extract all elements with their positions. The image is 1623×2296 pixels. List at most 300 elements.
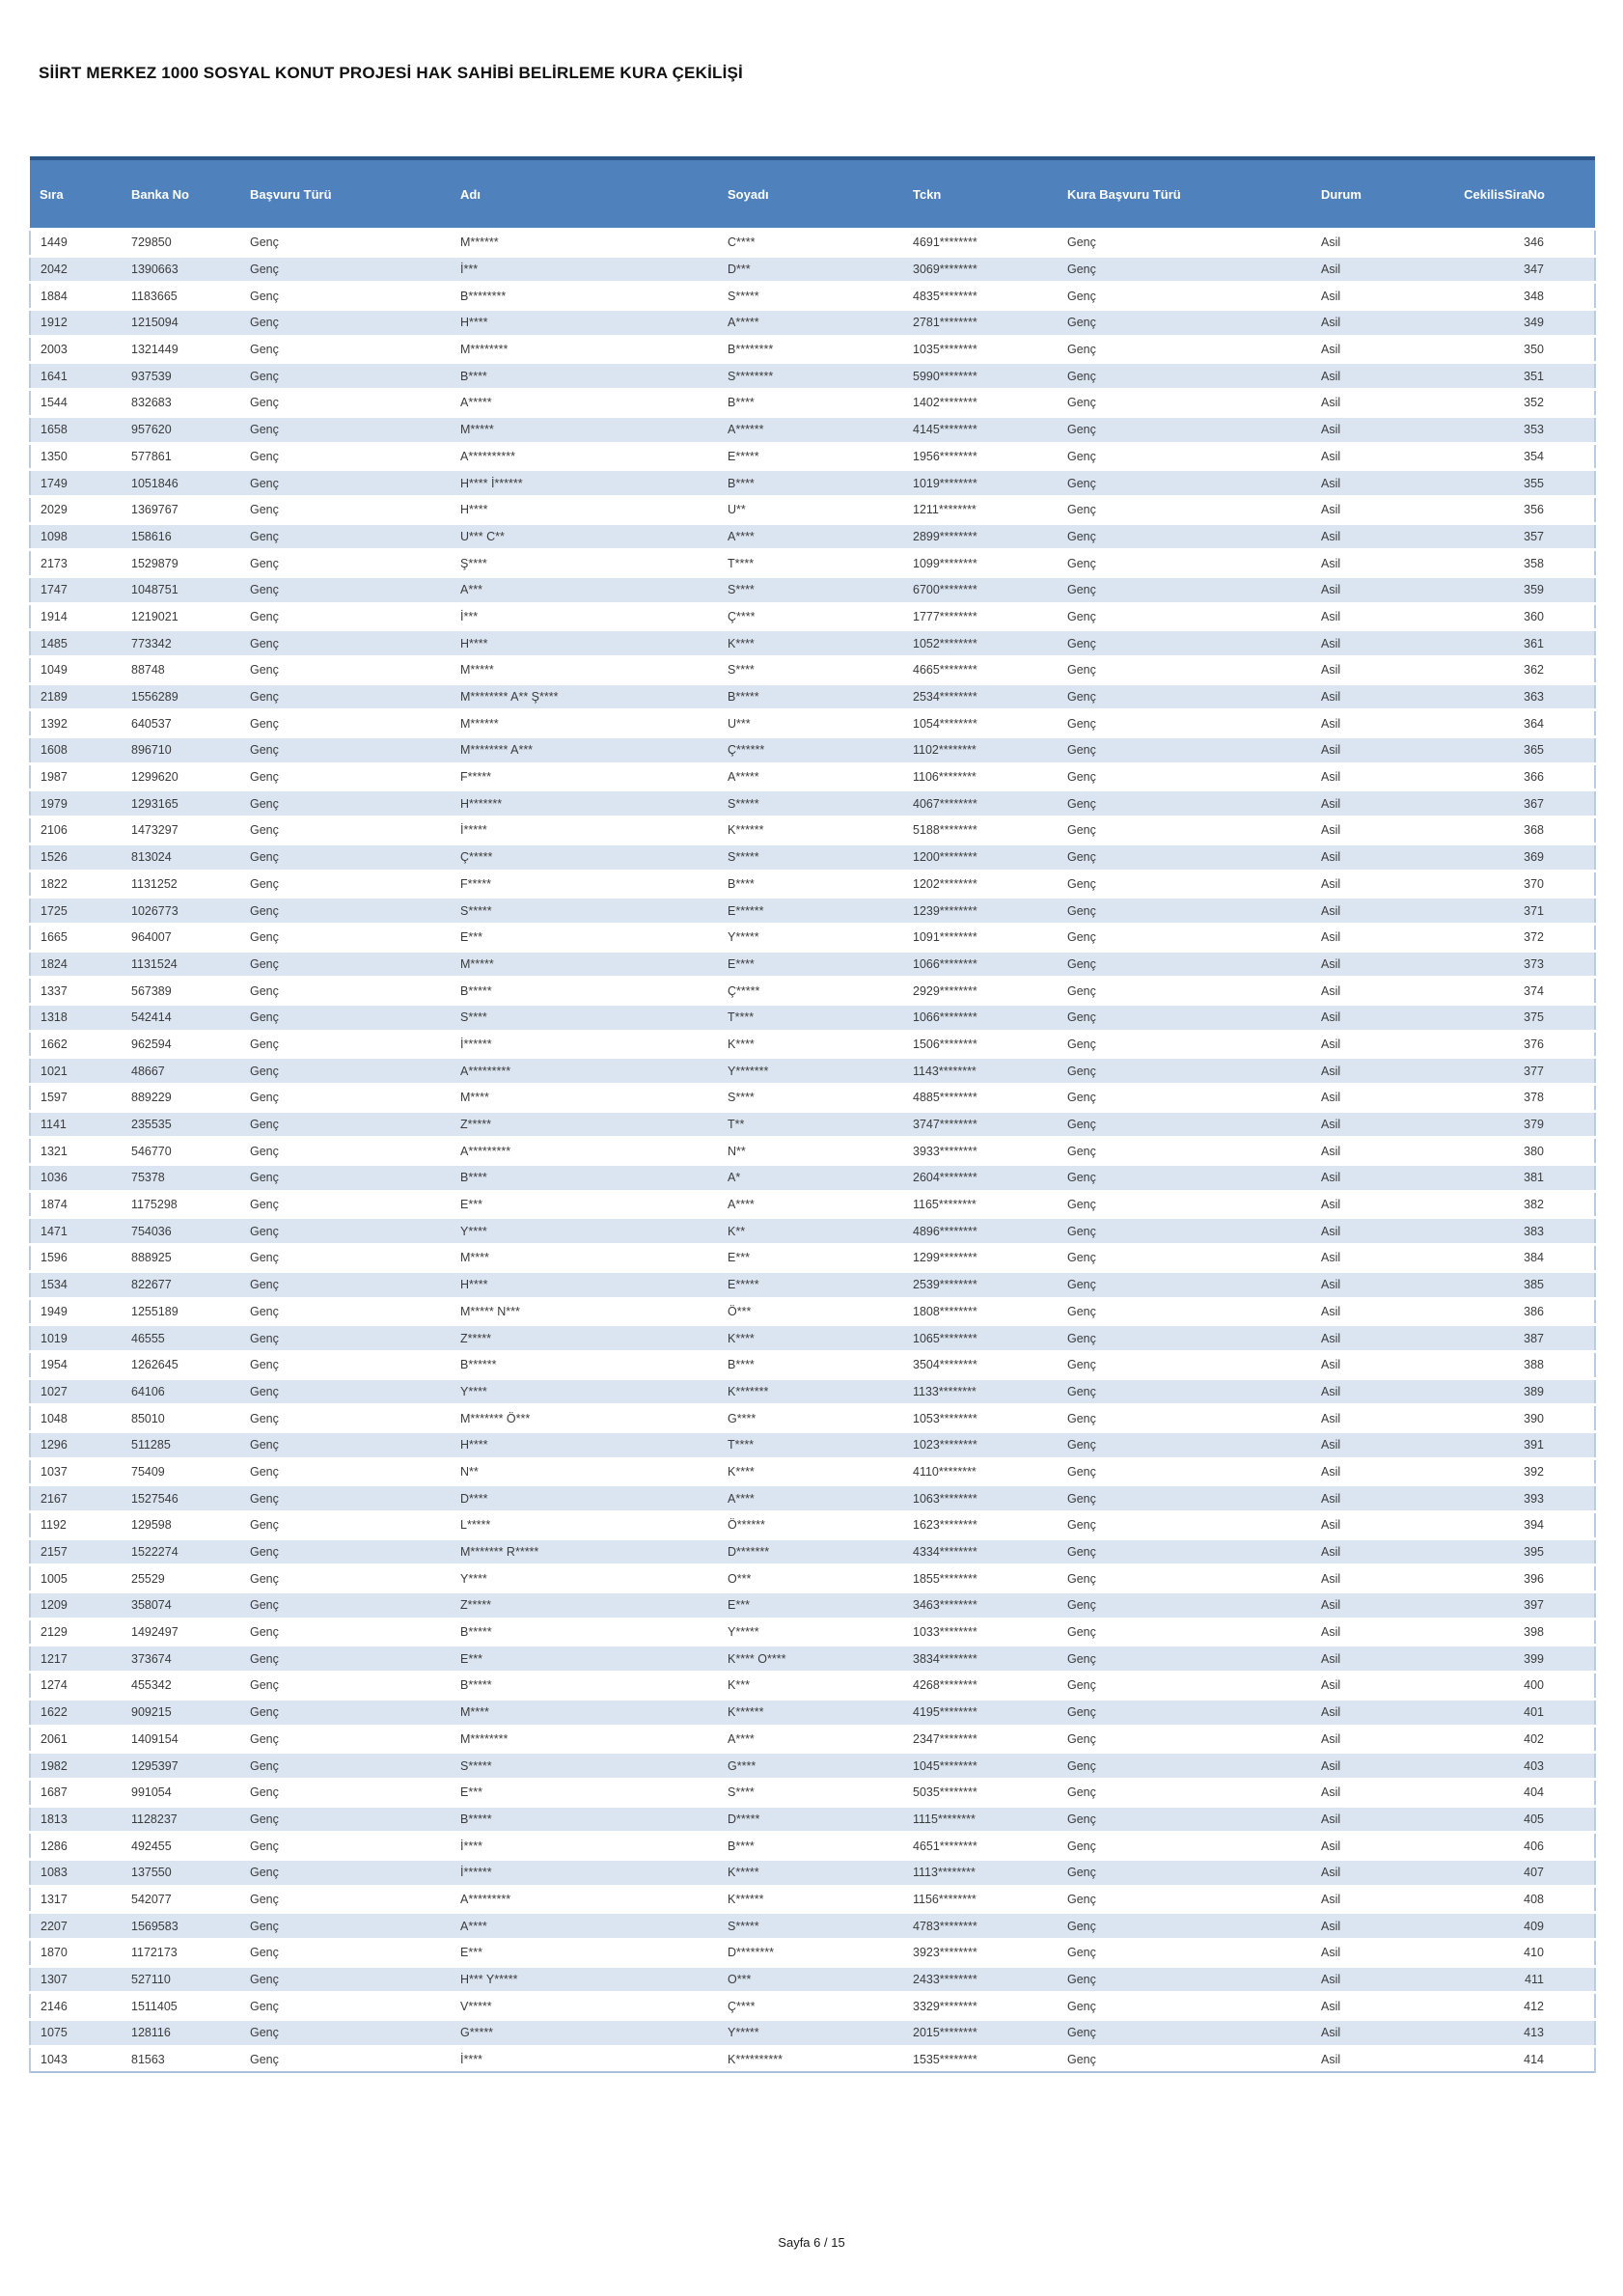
cell-cekilis-sira-no: 348 xyxy=(1395,283,1595,310)
cell-basvuru-turu: Genç xyxy=(240,2046,451,2072)
cell-kura-basvuru-turu: Genç xyxy=(1058,1218,1311,1245)
cell-durum: Asil xyxy=(1311,2046,1395,2072)
cell-banka-no: 373674 xyxy=(122,1646,240,1673)
cell-adi: M******* R***** xyxy=(451,1538,718,1565)
cell-basvuru-turu: Genç xyxy=(240,844,451,871)
table-row xyxy=(30,1271,1595,1298)
cell-adi: A********* xyxy=(451,1058,718,1085)
cell-cekilis-sira-no: 353 xyxy=(1395,416,1595,443)
cell-kura-basvuru-turu: Genç xyxy=(1058,1058,1311,1085)
cell-tckn: 1156******** xyxy=(903,1886,1058,1913)
table-row xyxy=(30,1485,1595,1512)
cell-kura-basvuru-turu: Genç xyxy=(1058,2046,1311,2072)
cell-tckn: 1113******** xyxy=(903,1859,1058,1886)
cell-banka-no: 1255189 xyxy=(122,1298,240,1325)
cell-kura-basvuru-turu: Genç xyxy=(1058,1431,1311,1458)
cell-durum: Asil xyxy=(1311,1753,1395,1780)
cell-banka-no: 75378 xyxy=(122,1165,240,1192)
cell-durum: Asil xyxy=(1311,496,1395,523)
cell-cekilis-sira-no: 363 xyxy=(1395,683,1595,710)
cell-durum: Asil xyxy=(1311,978,1395,1005)
cell-adi: E*** xyxy=(451,1191,718,1218)
cell-banka-no: 1321449 xyxy=(122,336,240,363)
cell-banka-no: 640537 xyxy=(122,710,240,737)
cell-sira: 1075 xyxy=(30,2020,122,2047)
cell-sira: 1949 xyxy=(30,1298,122,1325)
cell-durum: Asil xyxy=(1311,1806,1395,1833)
cell-tckn: 1211******** xyxy=(903,496,1058,523)
cell-tckn: 4835******** xyxy=(903,283,1058,310)
cell-tckn: 1855******** xyxy=(903,1565,1058,1592)
cell-kura-basvuru-turu: Genç xyxy=(1058,1592,1311,1619)
cell-kura-basvuru-turu: Genç xyxy=(1058,924,1311,951)
table-row xyxy=(30,790,1595,817)
cell-adi: M******** xyxy=(451,336,718,363)
cell-kura-basvuru-turu: Genç xyxy=(1058,1966,1311,1993)
cell-soyadi: K**** xyxy=(718,1031,903,1058)
cell-tckn: 1052******** xyxy=(903,630,1058,657)
cell-adi: M**** xyxy=(451,1699,718,1726)
cell-basvuru-turu: Genç xyxy=(240,1966,451,1993)
table-row xyxy=(30,898,1595,925)
cell-tckn: 3329******** xyxy=(903,1993,1058,2020)
table-row xyxy=(30,523,1595,550)
cell-soyadi: B**** xyxy=(718,470,903,497)
cell-cekilis-sira-no: 382 xyxy=(1395,1191,1595,1218)
cell-durum: Asil xyxy=(1311,1673,1395,1700)
cell-soyadi: Ç**** xyxy=(718,1993,903,2020)
cell-durum: Asil xyxy=(1311,1031,1395,1058)
cell-sira: 1912 xyxy=(30,310,122,337)
cell-tckn: 4145******** xyxy=(903,416,1058,443)
cell-durum: Asil xyxy=(1311,1779,1395,1806)
cell-basvuru-turu: Genç xyxy=(240,1378,451,1405)
cell-adi: S***** xyxy=(451,898,718,925)
table-row xyxy=(30,1538,1595,1565)
cell-durum: Asil xyxy=(1311,230,1395,257)
table-row xyxy=(30,951,1595,978)
cell-banka-no: 542077 xyxy=(122,1886,240,1913)
cell-sira: 1307 xyxy=(30,1966,122,1993)
cell-tckn: 1045******** xyxy=(903,1753,1058,1780)
cell-kura-basvuru-turu: Genç xyxy=(1058,283,1311,310)
cell-adi: M******** A** Ş**** xyxy=(451,683,718,710)
cell-adi: B**** xyxy=(451,1165,718,1192)
cell-soyadi: B**** xyxy=(718,390,903,417)
cell-basvuru-turu: Genç xyxy=(240,230,451,257)
cell-banka-no: 137550 xyxy=(122,1859,240,1886)
cell-cekilis-sira-no: 379 xyxy=(1395,1111,1595,1138)
cell-adi: H**** xyxy=(451,496,718,523)
cell-soyadi: D*** xyxy=(718,256,903,283)
cell-sira: 2207 xyxy=(30,1913,122,1940)
cell-banka-no: 235535 xyxy=(122,1111,240,1138)
table-row xyxy=(30,924,1595,951)
cell-basvuru-turu: Genç xyxy=(240,737,451,764)
cell-kura-basvuru-turu: Genç xyxy=(1058,710,1311,737)
cell-durum: Asil xyxy=(1311,1191,1395,1218)
cell-sira: 1286 xyxy=(30,1833,122,1860)
table-row xyxy=(30,1458,1595,1485)
cell-sira: 1914 xyxy=(30,603,122,630)
table-row xyxy=(30,1940,1595,1967)
cell-banka-no: 546770 xyxy=(122,1138,240,1165)
cell-durum: Asil xyxy=(1311,363,1395,390)
cell-cekilis-sira-no: 375 xyxy=(1395,1004,1595,1031)
cell-sira: 1641 xyxy=(30,363,122,390)
cell-kura-basvuru-turu: Genç xyxy=(1058,470,1311,497)
col-header-adi: Adı xyxy=(451,158,718,230)
cell-kura-basvuru-turu: Genç xyxy=(1058,817,1311,844)
cell-sira: 1979 xyxy=(30,790,122,817)
table-row xyxy=(30,336,1595,363)
cell-soyadi: E***** xyxy=(718,443,903,470)
table-row xyxy=(30,2046,1595,2072)
cell-soyadi: G**** xyxy=(718,1405,903,1432)
cell-adi: E*** xyxy=(451,924,718,951)
table-row xyxy=(30,1859,1595,1886)
col-header-basvuru-turu: Başvuru Türü xyxy=(240,158,451,230)
cell-adi: M******** xyxy=(451,1726,718,1753)
cell-basvuru-turu: Genç xyxy=(240,523,451,550)
cell-banka-no: 813024 xyxy=(122,844,240,871)
cell-tckn: 1808******** xyxy=(903,1298,1058,1325)
cell-banka-no: 25529 xyxy=(122,1565,240,1592)
cell-basvuru-turu: Genç xyxy=(240,1165,451,1192)
cell-cekilis-sira-no: 373 xyxy=(1395,951,1595,978)
table-row xyxy=(30,2020,1595,2047)
cell-banka-no: 85010 xyxy=(122,1405,240,1432)
cell-tckn: 1023******** xyxy=(903,1431,1058,1458)
cell-cekilis-sira-no: 381 xyxy=(1395,1165,1595,1192)
cell-banka-no: 1219021 xyxy=(122,603,240,630)
cell-sira: 2042 xyxy=(30,256,122,283)
table-row xyxy=(30,1966,1595,1993)
cell-cekilis-sira-no: 384 xyxy=(1395,1245,1595,1272)
cell-banka-no: 158616 xyxy=(122,523,240,550)
cell-soyadi: E*** xyxy=(718,1245,903,1272)
cell-soyadi: A* xyxy=(718,1165,903,1192)
cell-sira: 1485 xyxy=(30,630,122,657)
cell-durum: Asil xyxy=(1311,1859,1395,1886)
cell-basvuru-turu: Genç xyxy=(240,1218,451,1245)
cell-banka-no: 1522274 xyxy=(122,1538,240,1565)
cell-sira: 1544 xyxy=(30,390,122,417)
cell-basvuru-turu: Genç xyxy=(240,898,451,925)
cell-tckn: 1102******** xyxy=(903,737,1058,764)
cell-banka-no: 1051846 xyxy=(122,470,240,497)
cell-durum: Asil xyxy=(1311,1218,1395,1245)
col-header-kura-basvuru-turu: Kura Başvuru Türü xyxy=(1058,158,1311,230)
cell-banka-no: 492455 xyxy=(122,1833,240,1860)
cell-adi: M***** N*** xyxy=(451,1298,718,1325)
cell-sira: 1141 xyxy=(30,1111,122,1138)
cell-banka-no: 1175298 xyxy=(122,1191,240,1218)
cell-soyadi: O*** xyxy=(718,1966,903,1993)
cell-banka-no: 358074 xyxy=(122,1592,240,1619)
cell-sira: 1662 xyxy=(30,1031,122,1058)
table-body xyxy=(30,230,1595,2073)
cell-soyadi: Ö*** xyxy=(718,1298,903,1325)
cell-tckn: 1777******** xyxy=(903,603,1058,630)
cell-soyadi: B**** xyxy=(718,871,903,898)
cell-kura-basvuru-turu: Genç xyxy=(1058,1351,1311,1378)
cell-banka-no: 1390663 xyxy=(122,256,240,283)
cell-sira: 1658 xyxy=(30,416,122,443)
cell-durum: Asil xyxy=(1311,523,1395,550)
cell-adi: M****** xyxy=(451,230,718,257)
cell-basvuru-turu: Genç xyxy=(240,1726,451,1753)
cell-kura-basvuru-turu: Genç xyxy=(1058,1886,1311,1913)
table-row xyxy=(30,1592,1595,1619)
cell-kura-basvuru-turu: Genç xyxy=(1058,1458,1311,1485)
cell-adi: M***** xyxy=(451,951,718,978)
cell-durum: Asil xyxy=(1311,1726,1395,1753)
table-row xyxy=(30,416,1595,443)
cell-basvuru-turu: Genç xyxy=(240,1753,451,1780)
cell-kura-basvuru-turu: Genç xyxy=(1058,1565,1311,1592)
cell-cekilis-sira-no: 388 xyxy=(1395,1351,1595,1378)
cell-durum: Asil xyxy=(1311,1565,1395,1592)
cell-adi: E*** xyxy=(451,1779,718,1806)
cell-tckn: 1165******** xyxy=(903,1191,1058,1218)
cell-sira: 1049 xyxy=(30,657,122,684)
cell-kura-basvuru-turu: Genç xyxy=(1058,1699,1311,1726)
cell-durum: Asil xyxy=(1311,1512,1395,1539)
cell-sira: 1982 xyxy=(30,1753,122,1780)
cell-cekilis-sira-no: 376 xyxy=(1395,1031,1595,1058)
table-row xyxy=(30,1218,1595,1245)
cell-basvuru-turu: Genç xyxy=(240,603,451,630)
cell-banka-no: 1131252 xyxy=(122,871,240,898)
cell-kura-basvuru-turu: Genç xyxy=(1058,844,1311,871)
cell-durum: Asil xyxy=(1311,1538,1395,1565)
page-title: SİİRT MERKEZ 1000 SOSYAL KONUT PROJESİ HAK SAHİBİ BELİRLEME KURA ÇEKİLİŞİ xyxy=(39,64,743,82)
cell-basvuru-turu: Genç xyxy=(240,1833,451,1860)
cell-soyadi: B**** xyxy=(718,1351,903,1378)
cell-sira: 1749 xyxy=(30,470,122,497)
table-row xyxy=(30,1806,1595,1833)
cell-kura-basvuru-turu: Genç xyxy=(1058,1512,1311,1539)
cell-banka-no: 1569583 xyxy=(122,1913,240,1940)
cell-banka-no: 1128237 xyxy=(122,1806,240,1833)
cell-kura-basvuru-turu: Genç xyxy=(1058,256,1311,283)
cell-durum: Asil xyxy=(1311,1993,1395,2020)
cell-adi: M***** xyxy=(451,416,718,443)
table-row xyxy=(30,1165,1595,1192)
cell-basvuru-turu: Genç xyxy=(240,1431,451,1458)
cell-soyadi: Y***** xyxy=(718,924,903,951)
table-row xyxy=(30,1726,1595,1753)
table-row xyxy=(30,683,1595,710)
cell-tckn: 1063******** xyxy=(903,1485,1058,1512)
cell-tckn: 3834******** xyxy=(903,1646,1058,1673)
cell-tckn: 4268******** xyxy=(903,1673,1058,1700)
cell-cekilis-sira-no: 398 xyxy=(1395,1618,1595,1646)
cell-adi: Z***** xyxy=(451,1325,718,1352)
cell-tckn: 1115******** xyxy=(903,1806,1058,1833)
cell-kura-basvuru-turu: Genç xyxy=(1058,790,1311,817)
cell-sira: 1725 xyxy=(30,898,122,925)
cell-kura-basvuru-turu: Genç xyxy=(1058,1298,1311,1325)
cell-cekilis-sira-no: 357 xyxy=(1395,523,1595,550)
cell-durum: Asil xyxy=(1311,790,1395,817)
cell-soyadi: Ç**** xyxy=(718,603,903,630)
cell-banka-no: 822677 xyxy=(122,1271,240,1298)
cell-cekilis-sira-no: 404 xyxy=(1395,1779,1595,1806)
col-header-banka-no: Banka No xyxy=(122,158,240,230)
cell-adi: M***** xyxy=(451,657,718,684)
cell-tckn: 1091******** xyxy=(903,924,1058,951)
table-row xyxy=(30,1886,1595,1913)
cell-adi: M**** xyxy=(451,1245,718,1272)
cell-sira: 2146 xyxy=(30,1993,122,2020)
cell-sira: 2061 xyxy=(30,1726,122,1753)
cell-banka-no: 455342 xyxy=(122,1673,240,1700)
cell-kura-basvuru-turu: Genç xyxy=(1058,1085,1311,1112)
cell-adi: A********* xyxy=(451,1138,718,1165)
cell-kura-basvuru-turu: Genç xyxy=(1058,1245,1311,1272)
cell-adi: E*** xyxy=(451,1646,718,1673)
cell-banka-no: 1369767 xyxy=(122,496,240,523)
cell-banka-no: 1172173 xyxy=(122,1940,240,1967)
cell-cekilis-sira-no: 406 xyxy=(1395,1833,1595,1860)
cell-durum: Asil xyxy=(1311,256,1395,283)
table-row xyxy=(30,1031,1595,1058)
cell-durum: Asil xyxy=(1311,470,1395,497)
cell-cekilis-sira-no: 392 xyxy=(1395,1458,1595,1485)
cell-tckn: 5035******** xyxy=(903,1779,1058,1806)
cell-basvuru-turu: Genç xyxy=(240,1271,451,1298)
cell-cekilis-sira-no: 351 xyxy=(1395,363,1595,390)
cell-cekilis-sira-no: 394 xyxy=(1395,1512,1595,1539)
cell-basvuru-turu: Genç xyxy=(240,1031,451,1058)
cell-adi: A**** xyxy=(451,1913,718,1940)
cell-sira: 1874 xyxy=(30,1191,122,1218)
cell-soyadi: T**** xyxy=(718,1004,903,1031)
cell-banka-no: 129598 xyxy=(122,1512,240,1539)
cell-durum: Asil xyxy=(1311,1966,1395,1993)
cell-cekilis-sira-no: 399 xyxy=(1395,1646,1595,1673)
cell-sira: 1019 xyxy=(30,1325,122,1352)
cell-soyadi: N** xyxy=(718,1138,903,1165)
cell-kura-basvuru-turu: Genç xyxy=(1058,416,1311,443)
cell-durum: Asil xyxy=(1311,1940,1395,1967)
table-row xyxy=(30,763,1595,790)
cell-kura-basvuru-turu: Genç xyxy=(1058,576,1311,603)
table-row xyxy=(30,1431,1595,1458)
cell-banka-no: 832683 xyxy=(122,390,240,417)
cell-adi: H**** xyxy=(451,630,718,657)
cell-soyadi: G**** xyxy=(718,1753,903,1780)
cell-soyadi: B******** xyxy=(718,336,903,363)
cell-tckn: 1133******** xyxy=(903,1378,1058,1405)
cell-soyadi: Y***** xyxy=(718,2020,903,2047)
cell-banka-no: 909215 xyxy=(122,1699,240,1726)
cell-adi: Y**** xyxy=(451,1218,718,1245)
cell-basvuru-turu: Genç xyxy=(240,924,451,951)
cell-tckn: 1054******** xyxy=(903,710,1058,737)
cell-adi: M**** xyxy=(451,1085,718,1112)
cell-kura-basvuru-turu: Genç xyxy=(1058,978,1311,1005)
cell-banka-no: 896710 xyxy=(122,737,240,764)
cell-kura-basvuru-turu: Genç xyxy=(1058,1538,1311,1565)
cell-cekilis-sira-no: 360 xyxy=(1395,603,1595,630)
cell-basvuru-turu: Genç xyxy=(240,630,451,657)
table-row xyxy=(30,1085,1595,1112)
cell-durum: Asil xyxy=(1311,576,1395,603)
cell-adi: A***** xyxy=(451,390,718,417)
cell-cekilis-sira-no: 366 xyxy=(1395,763,1595,790)
cell-soyadi: D******** xyxy=(718,1940,903,1967)
cell-tckn: 4651******** xyxy=(903,1833,1058,1860)
cell-sira: 1597 xyxy=(30,1085,122,1112)
cell-sira: 2189 xyxy=(30,683,122,710)
cell-soyadi: K******* xyxy=(718,1378,903,1405)
cell-basvuru-turu: Genç xyxy=(240,1538,451,1565)
cell-banka-no: 64106 xyxy=(122,1378,240,1405)
cell-cekilis-sira-no: 369 xyxy=(1395,844,1595,871)
cell-adi: İ*** xyxy=(451,256,718,283)
cell-tckn: 1202******** xyxy=(903,871,1058,898)
cell-adi: B****** xyxy=(451,1351,718,1378)
table-row xyxy=(30,1405,1595,1432)
cell-soyadi: S**** xyxy=(718,1085,903,1112)
cell-adi: M******* Ö*** xyxy=(451,1405,718,1432)
col-header-tckn: Tckn xyxy=(903,158,1058,230)
cell-basvuru-turu: Genç xyxy=(240,790,451,817)
cell-sira: 1392 xyxy=(30,710,122,737)
cell-basvuru-turu: Genç xyxy=(240,283,451,310)
cell-basvuru-turu: Genç xyxy=(240,1245,451,1272)
table-row xyxy=(30,630,1595,657)
cell-cekilis-sira-no: 352 xyxy=(1395,390,1595,417)
cell-tckn: 1535******** xyxy=(903,2046,1058,2072)
cell-banka-no: 1293165 xyxy=(122,790,240,817)
cell-durum: Asil xyxy=(1311,1592,1395,1619)
cell-sira: 1350 xyxy=(30,443,122,470)
cell-adi: H******* xyxy=(451,790,718,817)
cell-soyadi: S***** xyxy=(718,844,903,871)
cell-basvuru-turu: Genç xyxy=(240,1673,451,1700)
cell-tckn: 6700******** xyxy=(903,576,1058,603)
cell-adi: E*** xyxy=(451,1940,718,1967)
table-row xyxy=(30,1378,1595,1405)
cell-durum: Asil xyxy=(1311,817,1395,844)
cell-sira: 1987 xyxy=(30,763,122,790)
cell-cekilis-sira-no: 350 xyxy=(1395,336,1595,363)
cell-sira: 1083 xyxy=(30,1859,122,1886)
cell-tckn: 1066******** xyxy=(903,951,1058,978)
cell-tckn: 3069******** xyxy=(903,256,1058,283)
cell-tckn: 2015******** xyxy=(903,2020,1058,2047)
table-row xyxy=(30,310,1595,337)
table-row xyxy=(30,1699,1595,1726)
cell-cekilis-sira-no: 383 xyxy=(1395,1218,1595,1245)
cell-sira: 1209 xyxy=(30,1592,122,1619)
cell-durum: Asil xyxy=(1311,310,1395,337)
cell-durum: Asil xyxy=(1311,1058,1395,1085)
cell-banka-no: 511285 xyxy=(122,1431,240,1458)
cell-banka-no: 888925 xyxy=(122,1245,240,1272)
cell-banka-no: 577861 xyxy=(122,443,240,470)
cell-banka-no: 773342 xyxy=(122,630,240,657)
cell-tckn: 1106******** xyxy=(903,763,1058,790)
cell-durum: Asil xyxy=(1311,1245,1395,1272)
cell-adi: A********* xyxy=(451,1886,718,1913)
cell-cekilis-sira-no: 359 xyxy=(1395,576,1595,603)
cell-banka-no: 1409154 xyxy=(122,1726,240,1753)
